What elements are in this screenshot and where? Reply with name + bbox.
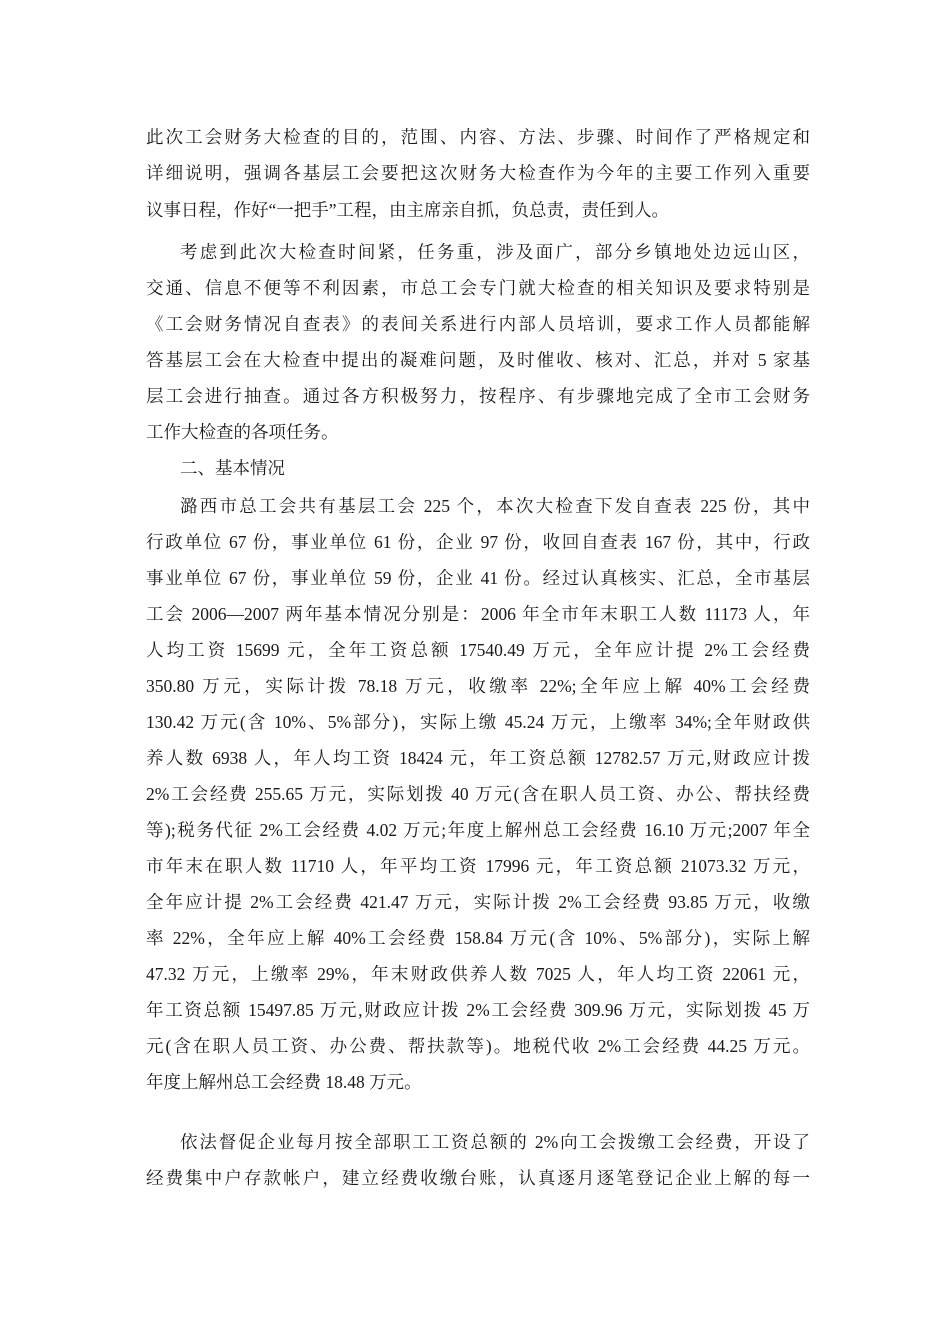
paragraph-4-line-11: 市年末在职人数 11710 人，年平均工资 17996 元，年工资总额 21073.32 万元， — [146, 856, 810, 876]
paragraph-4-line-13: 率 22%，全年应上解 40%工会经费 158.84 万元(含 10%、5%部分)，实际上解 — [146, 928, 810, 948]
paragraph-1-line-2: 详细说明，强调各基层工会要把这次财务大检查作为今年的主要工作列入重要 — [146, 163, 810, 183]
paragraph-4-line-16: 元(含在职人员工资、办公费、帮扶款等)。地税代收 2%工会经费 44.25 万元。 — [146, 1036, 810, 1056]
paragraph-4-line-14: 47.32 万元，上缴率 29%，年末财政供养人数 7025 人，年人均工资 22061 元， — [146, 964, 810, 984]
paragraph-1-line-3: 议事日程，作好“一把手”工程，由主席亲自抓，负总责，责任到人。 — [146, 200, 670, 220]
paragraph-2-line-1: 考虑到此次大检查时间紧，任务重，涉及面广，部分乡镇地处边远山区， — [180, 242, 810, 262]
paragraph-2-line-6: 工作大检查的各项任务。 — [146, 422, 339, 442]
paragraph-4-line-7: 130.42 万元(含 10%、5%部分)，实际上缴 45.24 万元，上缴率 34%;全年财政供 — [146, 712, 810, 732]
paragraph-1-line-1: 此次工会财务大检查的目的，范围、内容、方法、步骤、时间作了严格规定和 — [146, 127, 810, 147]
paragraph-5-line-1: 依法督促企业每月按全部职工工资总额的 2%向工会拨缴工会经费，开设了 — [180, 1132, 810, 1152]
paragraph-4-line-17: 年度上解州总工会经费 18.48 万元。 — [146, 1072, 422, 1092]
paragraph-4-line-8: 养人数 6938 人，年人均工资 18424 元，年工资总额 12782.57 万元,财政应计拨 — [146, 748, 810, 768]
paragraph-4-line-10: 等);税务代征 2%工会经费 4.02 万元;年度上解州总工会经费 16.10 万元;2007 年全 — [146, 820, 810, 840]
paragraph-4-line-3: 事业单位 67 份，事业单位 59 份，企业 41 份。经过认真核实、汇总，全市基层 — [146, 568, 810, 588]
paragraph-4-line-15: 年工资总额 15497.85 万元,财政应计拨 2%工会经费 309.96 万元，实际划拨 45 万 — [146, 1000, 810, 1020]
paragraph-4-line-2: 行政单位 67 份，事业单位 61 份，企业 97 份，收回自查表 167 份，其中，行政 — [146, 532, 810, 552]
paragraph-4-line-5: 人均工资 15699 元，全年工资总额 17540.49 万元，全年应计提 2%工会经费 — [146, 640, 810, 660]
paragraph-5-line-2: 经费集中户存款帐户，建立经费收缴台账，认真逐月逐笔登记企业上解的每一 — [146, 1168, 810, 1188]
paragraph-4-line-1: 潞西市总工会共有基层工会 225 个，本次大检查下发自查表 225 份，其中 — [180, 496, 810, 516]
paragraph-2-line-4: 答基层工会在大检查中提出的凝难问题，及时催收、核对、汇总，并对 5 家基 — [146, 350, 810, 370]
paragraph-4-line-12: 全年应计提 2%工会经费 421.47 万元，实际计拨 2%工会经费 93.85 万元，收缴 — [146, 892, 810, 912]
paragraph-4-line-4: 工会 2006—2007 两年基本情况分别是：2006 年全市年末职工人数 11173 人，年 — [146, 604, 810, 624]
paragraph-2-line-3: 《工会财务情况自查表》的表间关系进行内部人员培训，要求工作人员都能解 — [146, 314, 810, 334]
paragraph-4-line-9: 2%工会经费 255.65 万元，实际划拨 40 万元(含在职人员工资、办公、帮扶经费 — [146, 784, 810, 804]
paragraph-4-line-6: 350.80 万元，实际计拨 78.18 万元，收缴率 22%;全年应上解 40%工会经费 — [146, 676, 811, 696]
paragraph-2-line-2: 交通、信息不便等不利因素，市总工会专门就大检查的相关知识及要求特别是 — [146, 278, 810, 298]
paragraph-2-line-5: 层工会进行抽查。通过各方积极努力，按程序、有步骤地完成了全市工会财务 — [146, 386, 810, 406]
section-heading: 二、基本情况 — [180, 458, 285, 478]
